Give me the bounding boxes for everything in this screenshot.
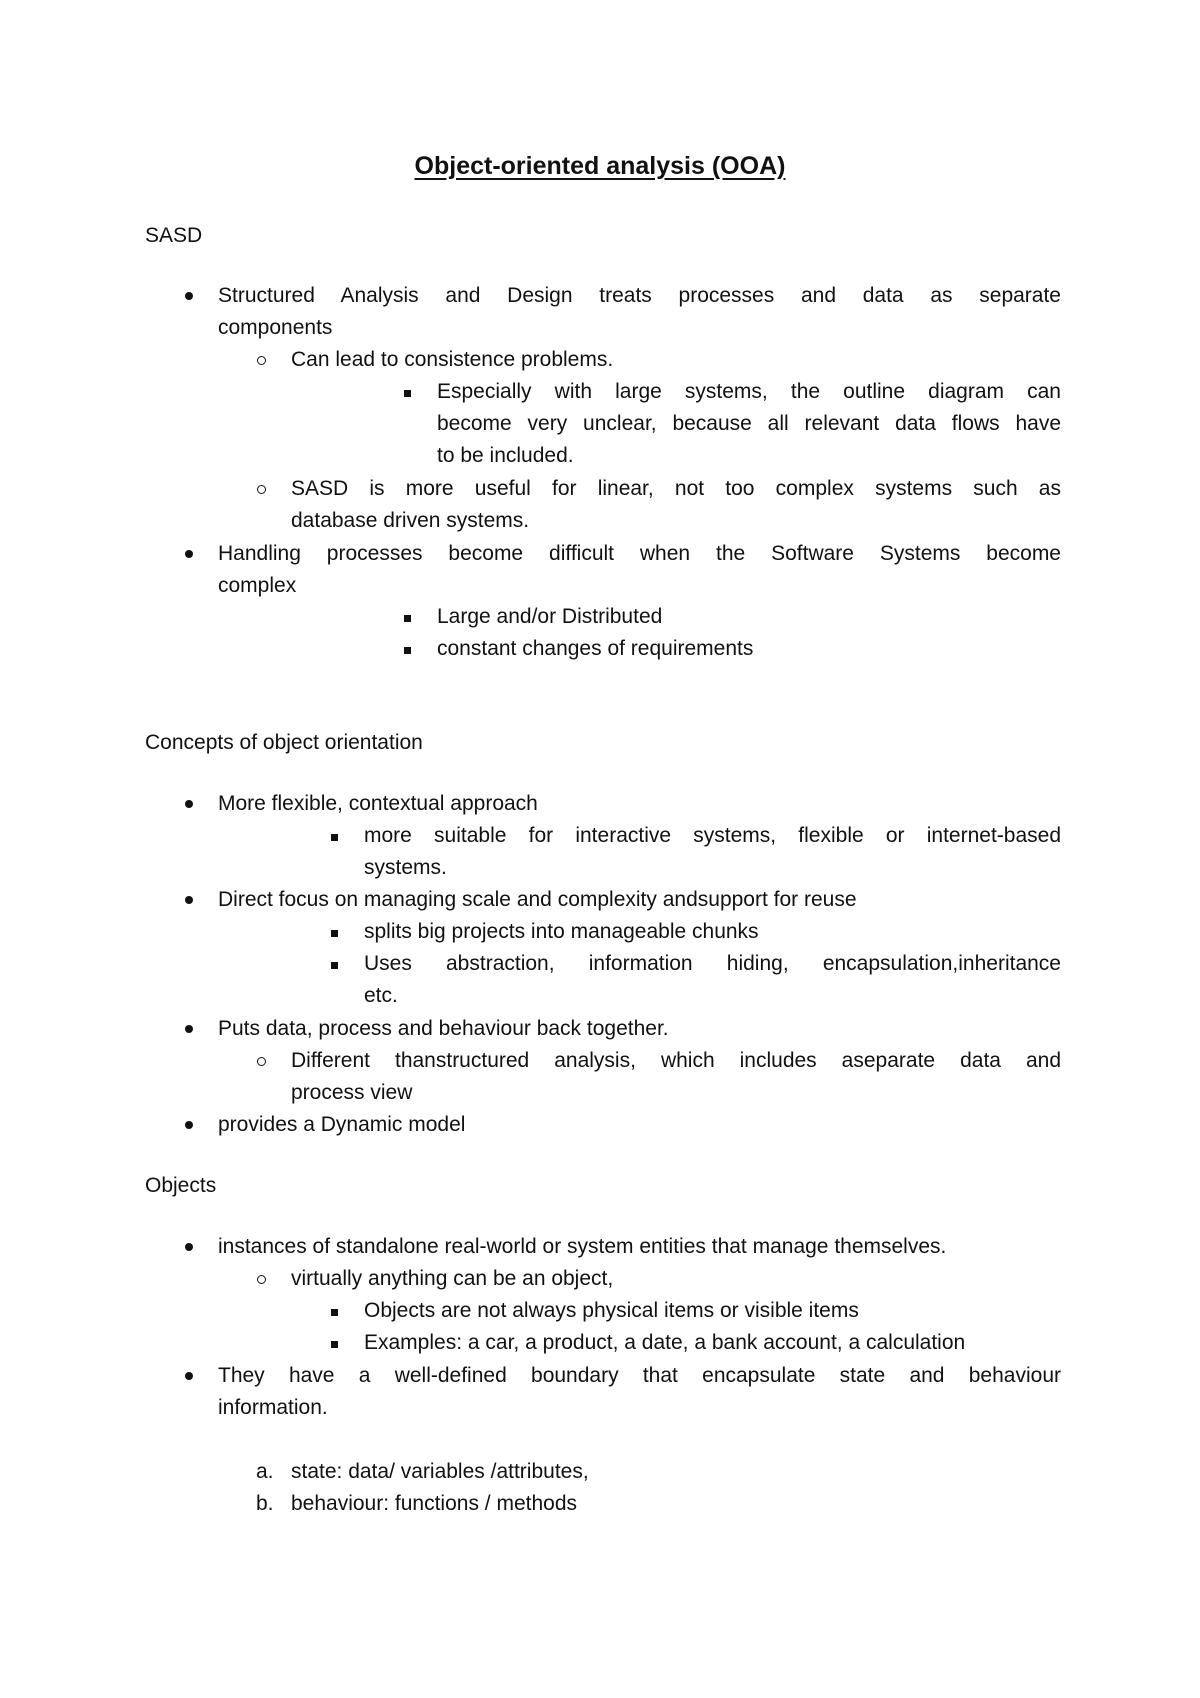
bullet-dot [185,550,193,558]
list-item-text: become very unclear, because all relevant data flows have [437,412,1061,435]
section-heading-concepts: Concepts of object orientation [145,731,423,754]
list-item-text: database driven systems. [291,509,530,532]
bullet-circle [257,356,266,365]
bullet-dot [185,292,193,300]
bullet-square [331,834,338,841]
bullet-dot [185,1243,193,1251]
bullet-square [404,390,411,397]
list-item-text: etc. [364,984,398,1007]
page-title: Object-oriented analysis (OOA) [414,152,786,180]
list-item-text: complex [218,574,297,597]
bullet-circle [257,1275,266,1284]
bullet-square [331,1309,338,1316]
list-item-text: Different thanstructured analysis, which includes aseparate data and [291,1049,1061,1072]
list-item-text: They have a well-defined boundary that encapsulate state and behaviour [218,1364,1061,1387]
list-item-text: Especially with large systems, the outline diagram can [437,380,1061,403]
bullet-circle [257,1057,266,1066]
list-item-text: to be included. [437,444,574,467]
list-item-text: state: data/ variables /attributes, [291,1460,589,1483]
list-item-text: More flexible, contextual approach [218,792,538,815]
list-item-text: systems. [364,856,447,879]
bullet-circle [257,485,266,494]
list-item-text: virtually anything can be an object, [291,1267,614,1290]
bullet-square [404,647,411,654]
list-item-text: Examples: a car, a product, a date, a bank account, a calculation [364,1331,966,1354]
list-item-text: Large and/or Distributed [437,605,663,628]
list-item-text: splits big projects into manageable chunks [364,920,759,943]
list-item-text: Objects are not always physical items or visible items [364,1299,859,1322]
section-heading-objects: Objects [145,1174,217,1197]
list-item-text: information. [218,1396,328,1419]
list-item-text: Direct focus on managing scale and complexity andsupport for reuse [218,888,857,911]
list-marker-b: b. [256,1492,274,1515]
list-item-text: components [218,316,333,339]
list-item-text: Can lead to consistence problems. [291,348,614,371]
list-item-text: provides a Dynamic model [218,1113,466,1136]
bullet-square [331,962,338,969]
bullet-dot [185,1025,193,1033]
bullet-dot [185,1372,193,1380]
list-item-text: instances of standalone real-world or system entities that manage themselves. [218,1235,947,1258]
bullet-square [331,930,338,937]
section-heading-sasd: SASD [145,224,203,247]
list-item-text: Structured Analysis and Design treats processes and data as separate [218,284,1061,307]
bullet-dot [185,1121,193,1129]
list-item-text: behaviour: functions / methods [291,1492,578,1515]
list-item-text: constant changes of requirements [437,637,754,660]
list-marker-a: a. [256,1460,274,1483]
list-item-text: Puts data, process and behaviour back together. [218,1017,669,1040]
list-item-text: SASD is more useful for linear, not too complex systems such as [291,477,1061,500]
list-item-text: Handling processes become difficult when the Software Systems become [218,542,1061,565]
list-item-text: Uses abstraction, information hiding, encapsulation,inheritance [364,952,1061,975]
list-item-text: process view [291,1081,413,1104]
bullet-square [404,615,411,622]
bullet-dot [185,800,193,808]
bullet-square [331,1341,338,1348]
list-item-text: more suitable for interactive systems, flexible or internet-based [364,824,1061,847]
bullet-dot [185,896,193,904]
